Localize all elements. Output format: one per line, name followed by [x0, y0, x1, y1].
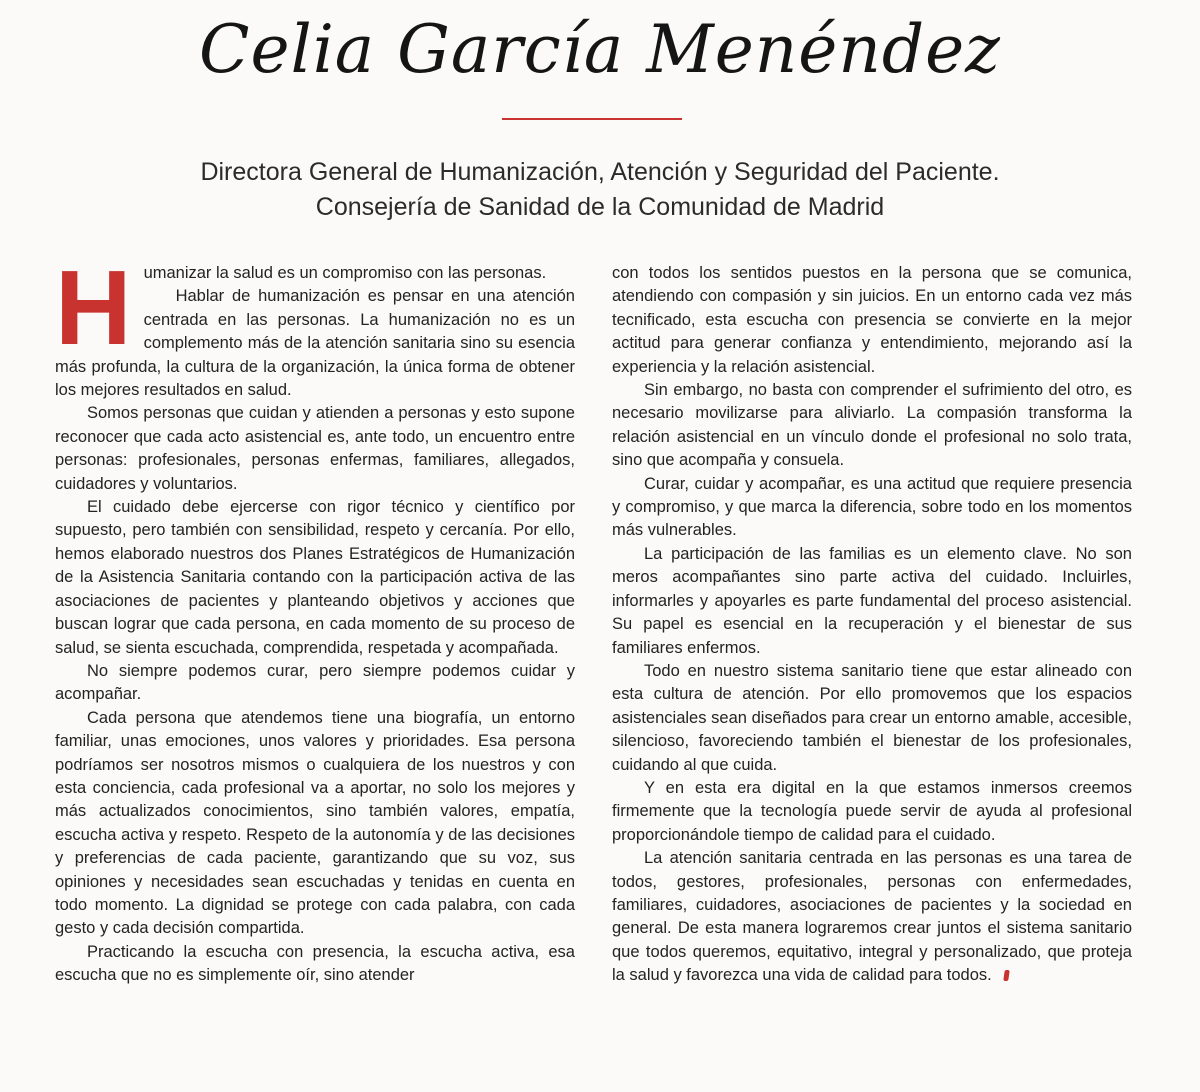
- title-divider: [502, 118, 682, 120]
- author-position: Directora General de Humanización, Atención y Seguridad del Paciente.: [200, 158, 1000, 186]
- article-paragraph: Sin embargo, no basta con comprender el sufrimiento del otro, es necesario movilizarse para aliviarlo. La compasión transforma la relación asistencial en un vínculo donde el profesional no solo trata, sino que acompaña y consuela.: [612, 381, 1132, 470]
- drop-cap: H: [55, 249, 132, 367]
- article-paragraph: Todo en nuestro sistema sanitario tiene que estar alineado con esta cultura de atención. Por ello promovemos que los espacios asistenciales sean diseñados para crear un entorno amable, accesible, silencioso, favoreciendo también el bienestar de los profesionales, cuidando al que cuida.: [612, 661, 1132, 774]
- article-paragraph: No siempre podemos curar, pero siempre podemos cuidar y acompañar.: [55, 661, 575, 704]
- article-paragraph: Cada persona que atendemos tiene una biografía, un entorno familiar, unas emociones, unos valores y prioridades. Esa persona podríamos ser nosotros mismos o cualquiera de los nuestros y con esta conciencia, cada profesional va a aportar, no solo los mejores y más actualizados conocimientos, sino también valores, empatía, escucha activa y respeto. Respeto de la autonomía y de las decisiones y preferencias de cada paciente, garantizando que su voz, sus opiniones y necesidades sean escuchadas y tenidas en cuenta en todo momento. La dignidad se protege con cada palabra, con cada gesto y cada decisión compartida.: [55, 708, 575, 938]
- article-paragraph: Practicando la escucha con presencia, la escucha activa, esa escucha que no es simplemente oír, sino atender: [55, 942, 575, 985]
- article-column-left: [55, 249, 575, 988]
- article-paragraph: Hablar de humanización es pensar en una atención centrada en las personas. La humanización no es un complemento más de la atención sanitaria sino su esencia más profunda, la cultura de la organización, la única forma de obtener los mejores resultados en salud.: [55, 287, 575, 400]
- article-paragraph: El cuidado debe ejercerse con rigor técnico y científico por supuesto, pero también con sensibilidad, respeto y cercanía. Por ello, hemos elaborado nuestros dos Planes Estratégicos de Humanización de la Asistencia Sanitaria contando con la participación activa de las asociaciones de pacientes y planteando objetivos y acciones que buscan lograr que cada persona, en cada momento de su proceso de salud, se sienta escuchada, comprendida, respetada y acompañada.: [55, 498, 575, 657]
- article-paragraph: La participación de las familias es un elemento clave. No son meros acompañantes sino parte activa del cuidado. Incluirles, informarles y apoyarles es parte fundamental del proceso asistencial. Su papel es esencial en la recuperación y el bienestar de sus familiares enfermos.: [612, 544, 1132, 657]
- author-role: [0, 155, 1200, 225]
- author-name: Celia García Menéndez: [199, 11, 1001, 88]
- article-paragraph: Somos personas que cuidan y atienden a personas y esto supone reconocer que cada acto asistencial es, ante todo, un encuentro entre personas: profesionales, personas enfermas, familiares, allegados, cuidadores y voluntarios.: [55, 404, 575, 493]
- author-department: Consejería de Sanidad de la Comunidad de Madrid: [315, 193, 885, 221]
- article-paragraph: La atención sanitaria centrada en las personas es una tarea de todos, gestores, profesionales, personas con enfermedades, familiares, cuidadores, asociaciones de pacientes y la sociedad en general. De esta manera lograremos crear juntos el sistema sanitario que todos queremos, equitativo, integral y personalizado, que proteja la salud y favorezca una vida de calidad para todos.: [612, 849, 1132, 985]
- article-column-right: [612, 262, 1132, 988]
- article-paragraph: Y en esta era digital en la que estamos inmersos creemos firmemente que la tecnología puede servir de ayuda al profesional proporcionándole tiempo de calidad para el cuidado.: [612, 778, 1132, 844]
- article-paragraph: con todos los sentidos puestos en la persona que se comunica, atendiendo con compasión y sin juicios. En un entorno cada vez más tecnificado, esta escucha con presencia se convierte en la mejor actitud para generar confianza y entendimiento, mejorando así la experiencia y la relación asistencial.: [612, 264, 1132, 376]
- article-paragraph: Curar, cuidar y acompañar, es una actitud que requiere presencia y compromiso, y que marca la diferencia, sobre todo en los momentos más vulnerables.: [612, 474, 1132, 540]
- article-paragraph: Humanizar la salud es un compromiso con las personas.: [55, 249, 547, 367]
- end-mark-icon: [1003, 970, 1010, 981]
